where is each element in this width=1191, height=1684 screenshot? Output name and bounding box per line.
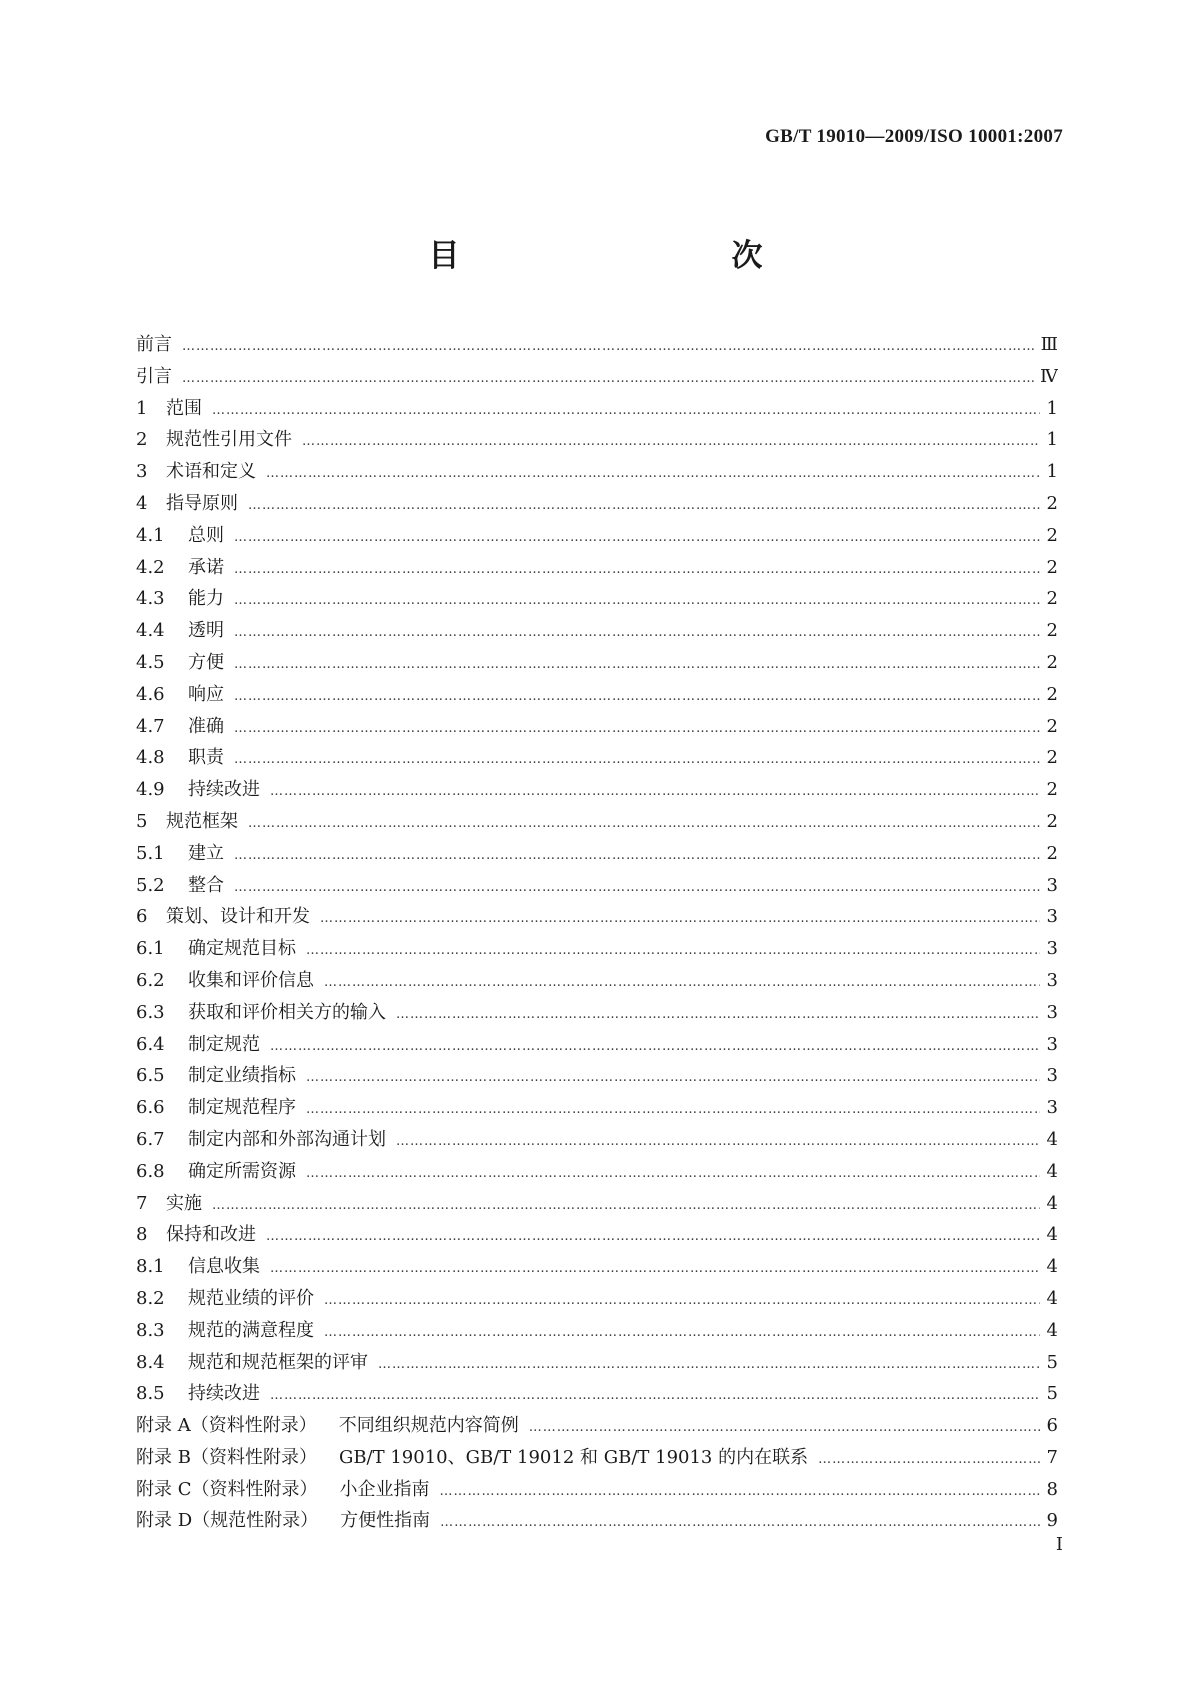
toc-entry[interactable] (136, 1092, 1058, 1124)
toc-entry-page: 3 (1046, 969, 1058, 991)
toc-entry[interactable] (136, 1251, 1058, 1283)
toc-entry-label: 策划、设计和开发 (166, 906, 310, 928)
toc-entry[interactable] (136, 1347, 1058, 1379)
toc-entry-number: 3 (136, 461, 148, 483)
toc-entry-title (136, 1315, 314, 1347)
toc-entry-title (136, 1029, 260, 1061)
dot-leader (378, 1349, 1040, 1379)
toc-entry-number: 6.5 (136, 1065, 165, 1087)
toc-entry-title (136, 933, 296, 965)
toc-entry-number: 6.6 (136, 1097, 165, 1119)
toc-entry-title (136, 1505, 430, 1537)
toc-entry-page: 3 (1046, 1097, 1058, 1119)
toc-entry[interactable] (136, 1283, 1058, 1315)
toc-entry[interactable] (136, 456, 1058, 488)
dot-leader (212, 1190, 1040, 1220)
dot-leader (248, 808, 1040, 838)
toc-entry-number: 4.6 (136, 683, 165, 705)
dot-leader (182, 363, 1034, 393)
toc-entry[interactable] (136, 870, 1058, 902)
toc-entry[interactable] (136, 647, 1058, 679)
toc-entry-page: 4 (1046, 1319, 1058, 1341)
toc-entry-title (136, 711, 224, 743)
toc-entry-page: 2 (1046, 810, 1058, 832)
toc-entry-page: 6 (1046, 1415, 1058, 1437)
toc-entry-number: 附录 B（资料性附录） (136, 1446, 317, 1468)
toc-entry-page: 8 (1046, 1478, 1058, 1500)
toc-entry-number: 4.7 (136, 715, 165, 737)
dot-leader (440, 1507, 1040, 1537)
dot-leader (306, 1158, 1040, 1188)
toc-entry-label: 范围 (166, 397, 202, 419)
toc-entry[interactable] (136, 838, 1058, 870)
toc-entry-page: Ⅳ (1040, 365, 1058, 387)
toc-entry-page: 3 (1046, 1065, 1058, 1087)
toc-entry-page: 1 (1046, 397, 1058, 419)
toc-entry-label: 不同组织规范内容简例 (338, 1415, 519, 1437)
toc-entry-page: 2 (1046, 556, 1058, 578)
toc-entry-label: 职责 (188, 747, 224, 769)
dot-leader (234, 744, 1040, 774)
toc-entry[interactable] (136, 1410, 1058, 1442)
toc-entry-page: 3 (1046, 1033, 1058, 1055)
dot-leader (212, 395, 1040, 425)
toc-entry-page: 3 (1046, 874, 1058, 896)
toc-entry-label: 准确 (188, 715, 224, 737)
toc-entry-number: 2 (136, 429, 148, 451)
toc-entry-page: 2 (1046, 715, 1058, 737)
toc-entry-title (136, 997, 386, 1029)
dot-leader (818, 1444, 1040, 1474)
dot-leader (306, 1094, 1040, 1124)
dot-leader (234, 840, 1040, 870)
toc-entry-label: 前言 (136, 334, 172, 355)
toc-entry-page: 4 (1046, 1192, 1058, 1214)
dot-leader (270, 776, 1040, 806)
dot-leader (234, 713, 1040, 743)
table-of-contents (136, 329, 1058, 1537)
toc-entry-number: 4.5 (136, 651, 165, 673)
toc-entry[interactable] (136, 711, 1058, 743)
toc-entry-number: 6.7 (136, 1128, 165, 1150)
toc-entry[interactable] (136, 965, 1058, 997)
toc-entry-title (136, 838, 224, 870)
toc-entry-page: 4 (1046, 1287, 1058, 1309)
toc-entry-title (136, 520, 224, 552)
toc-entry-title (136, 774, 260, 806)
toc-entry-page: 4 (1046, 1224, 1058, 1246)
toc-entry-label: 承诺 (188, 556, 224, 578)
toc-entry-number: 6.1 (136, 938, 165, 960)
dot-leader (270, 1380, 1040, 1410)
toc-entry-number: 4.8 (136, 747, 165, 769)
toc-entry[interactable] (136, 1219, 1058, 1251)
toc-entry-label: 整合 (188, 874, 224, 896)
toc-entry-page: 7 (1046, 1446, 1058, 1468)
toc-entry-label: 建立 (188, 842, 224, 864)
toc-entry-label: GB/T 19010、GB/T 19012 和 GB/T 19013 的内在联系 (338, 1446, 809, 1468)
dot-leader (234, 585, 1040, 615)
toc-entry-title (136, 615, 224, 647)
toc-entry-number: 5.2 (136, 874, 165, 896)
standard-code-header: GB/T 19010—2009/ISO 10001:2007 (765, 126, 1063, 147)
toc-entry-number: 5.1 (136, 842, 165, 864)
toc-entry[interactable] (136, 774, 1058, 806)
toc-entry[interactable] (136, 1474, 1058, 1506)
toc-entry-page: 4 (1046, 1160, 1058, 1182)
toc-entry-number: 8.3 (136, 1319, 165, 1341)
toc-entry[interactable] (136, 1442, 1058, 1474)
toc-entry-number: 6 (136, 906, 148, 928)
toc-entry-number: 6.3 (136, 1001, 165, 1023)
toc-entry-title (136, 1060, 296, 1092)
toc-entry[interactable] (136, 552, 1058, 584)
dot-leader (234, 554, 1040, 584)
toc-entry[interactable] (136, 679, 1058, 711)
toc-entry-number: 5 (136, 810, 148, 832)
toc-entry-title (136, 1124, 386, 1156)
toc-entry-label: 持续改进 (188, 1383, 260, 1405)
toc-entry-page: 2 (1046, 779, 1058, 801)
dot-leader (234, 681, 1040, 711)
toc-entry-page: 9 (1046, 1510, 1058, 1532)
toc-entry-page: 1 (1046, 461, 1058, 483)
toc-entry-label: 规范和规范框架的评审 (188, 1351, 368, 1373)
toc-entry[interactable] (136, 424, 1058, 456)
toc-entry-page: 5 (1046, 1351, 1058, 1373)
toc-entry[interactable] (136, 997, 1058, 1029)
toc-entry-page: 2 (1046, 683, 1058, 705)
dot-leader (396, 999, 1040, 1029)
toc-entry-title (136, 679, 224, 711)
dot-leader (324, 1317, 1040, 1347)
dot-leader (234, 617, 1040, 647)
toc-entry[interactable] (136, 1029, 1058, 1061)
toc-entry-title (136, 329, 172, 361)
toc-entry[interactable] (136, 361, 1058, 393)
toc-entry-number: 6.4 (136, 1033, 165, 1055)
toc-entry-label: 规范的满意程度 (188, 1319, 314, 1341)
toc-entry-number: 4.3 (136, 588, 165, 610)
toc-entry-number: 附录 A（资料性附录） (136, 1415, 317, 1437)
toc-entry-title (136, 1092, 296, 1124)
toc-entry[interactable] (136, 1124, 1058, 1156)
toc-entry-title (136, 583, 224, 615)
toc-entry-title (136, 1283, 314, 1315)
toc-entry[interactable] (136, 742, 1058, 774)
toc-entry-page: 1 (1046, 429, 1058, 451)
dot-leader (270, 1253, 1040, 1283)
toc-entry-page: 2 (1046, 747, 1058, 769)
toc-entry-number: 附录 D（规范性附录） (136, 1510, 319, 1532)
toc-entry-title (136, 647, 224, 679)
toc-entry-label: 方便性指南 (340, 1510, 431, 1532)
toc-entry-number: 6.8 (136, 1160, 165, 1182)
toc-entry-label: 保持和改进 (166, 1224, 256, 1246)
dot-leader (320, 903, 1040, 933)
toc-entry-page: 2 (1046, 842, 1058, 864)
toc-entry[interactable] (136, 901, 1058, 933)
dot-leader (306, 1062, 1040, 1092)
toc-entry-label: 透明 (188, 620, 224, 642)
toc-entry-label: 指导原则 (166, 492, 238, 514)
toc-entry-number: 6.2 (136, 969, 165, 991)
toc-entry-label: 制定内部和外部沟通计划 (188, 1128, 386, 1150)
toc-entry-title (136, 424, 292, 456)
toc-entry[interactable] (136, 1156, 1058, 1188)
toc-entry-title (136, 1347, 368, 1379)
dot-leader (248, 490, 1040, 520)
toc-entry-label: 确定所需资源 (188, 1160, 296, 1182)
dot-leader (440, 1476, 1041, 1506)
toc-entry[interactable] (136, 1315, 1058, 1347)
toc-entry-number: 1 (136, 397, 148, 419)
toc-entry-label: 制定规范 (188, 1033, 260, 1055)
toc-entry-title (136, 1442, 808, 1474)
toc-entry-label: 小企业指南 (339, 1478, 430, 1500)
dot-leader (234, 522, 1040, 552)
dot-leader (234, 872, 1040, 902)
toc-entry-number: 4.9 (136, 779, 165, 801)
toc-entry-title (136, 870, 224, 902)
toc-entry-number: 4.2 (136, 556, 165, 578)
dot-leader (529, 1412, 1040, 1442)
toc-entry-label: 术语和定义 (166, 461, 256, 483)
toc-entry-number: 8.2 (136, 1287, 165, 1309)
toc-entry-title (136, 1474, 430, 1506)
toc-entry-label: 方便 (188, 651, 224, 673)
toc-entry-number: 8.5 (136, 1383, 165, 1405)
page-number: Ⅰ (1055, 1534, 1063, 1554)
toc-entry-number: 8 (136, 1224, 148, 1246)
toc-entry-label: 制定业绩指标 (188, 1065, 296, 1087)
toc-entry-title (136, 1378, 260, 1410)
toc-entry-page: 2 (1046, 651, 1058, 673)
toc-entry-page: 3 (1046, 938, 1058, 960)
dot-leader (324, 967, 1040, 997)
dot-leader (324, 1285, 1040, 1315)
toc-entry[interactable] (136, 806, 1058, 838)
toc-entry-number: 7 (136, 1192, 148, 1214)
toc-entry[interactable] (136, 615, 1058, 647)
toc-entry[interactable] (136, 393, 1058, 425)
toc-entry-title (136, 901, 310, 933)
toc-entry-title (136, 1410, 519, 1442)
toc-entry[interactable] (136, 329, 1058, 361)
toc-entry[interactable] (136, 1505, 1058, 1537)
toc-entry-number: 附录 C（资料性附录） (136, 1478, 318, 1500)
toc-entry-label: 信息收集 (188, 1256, 260, 1278)
toc-entry-label: 获取和评价相关方的输入 (188, 1001, 386, 1023)
toc-entry[interactable] (136, 520, 1058, 552)
toc-entry-title (136, 965, 314, 997)
toc-entry-title (136, 488, 238, 520)
dot-leader (266, 1221, 1040, 1251)
dot-leader (306, 935, 1040, 965)
page-title: 目 次 (428, 238, 833, 274)
toc-entry-number: 4.4 (136, 620, 165, 642)
dot-leader (266, 458, 1040, 488)
toc-entry-label: 规范框架 (166, 810, 238, 832)
toc-entry-title (136, 552, 224, 584)
dot-leader (270, 1031, 1040, 1061)
toc-entry-number: 8.4 (136, 1351, 165, 1373)
toc-entry-title (136, 361, 172, 393)
toc-entry-title (136, 1188, 202, 1220)
toc-entry-number: 8.1 (136, 1256, 165, 1278)
toc-entry-page: 2 (1046, 524, 1058, 546)
toc-entry-label: 引言 (136, 365, 172, 387)
toc-entry-number: 4.1 (136, 524, 165, 546)
toc-entry-page: 2 (1046, 588, 1058, 610)
dot-leader (396, 1126, 1040, 1156)
toc-entry-label: 实施 (166, 1192, 202, 1214)
toc-entry-page: Ⅲ (1040, 334, 1058, 355)
dot-leader (182, 331, 1035, 361)
toc-entry-label: 制定规范程序 (188, 1097, 296, 1119)
toc-entry-label: 收集和评价信息 (188, 969, 314, 991)
toc-entry-label: 持续改进 (188, 779, 260, 801)
toc-entry-label: 总则 (188, 524, 224, 546)
dot-leader (302, 426, 1040, 456)
toc-entry-page: 2 (1046, 492, 1058, 514)
toc-entry-page: 4 (1046, 1128, 1058, 1150)
toc-entry[interactable] (136, 1188, 1058, 1220)
dot-leader (234, 649, 1040, 679)
toc-entry-title (136, 393, 202, 425)
toc-entry[interactable] (136, 1060, 1058, 1092)
toc-entry[interactable] (136, 488, 1058, 520)
toc-entry-title (136, 1156, 296, 1188)
toc-entry-label: 能力 (188, 588, 224, 610)
toc-entry-label: 确定规范目标 (188, 938, 296, 960)
toc-entry-title (136, 1219, 256, 1251)
toc-entry-label: 规范业绩的评价 (188, 1287, 314, 1309)
toc-entry-page: 3 (1046, 906, 1058, 928)
toc-entry-label: 规范性引用文件 (166, 429, 292, 451)
toc-entry-page: 4 (1046, 1256, 1058, 1278)
toc-entry-page: 2 (1046, 620, 1058, 642)
toc-entry-page: 3 (1046, 1001, 1058, 1023)
toc-entry-title (136, 456, 256, 488)
toc-entry[interactable] (136, 1378, 1058, 1410)
toc-entry-title (136, 1251, 260, 1283)
toc-entry-page: 5 (1046, 1383, 1058, 1405)
toc-entry[interactable] (136, 933, 1058, 965)
toc-entry-label: 响应 (188, 683, 224, 705)
toc-entry-number: 4 (136, 492, 148, 514)
toc-entry-title (136, 806, 238, 838)
toc-entry-title (136, 742, 224, 774)
toc-entry[interactable] (136, 583, 1058, 615)
